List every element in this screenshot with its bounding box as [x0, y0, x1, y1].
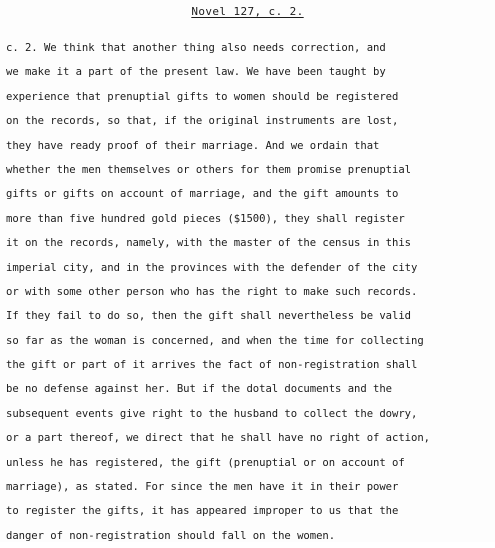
body-line: experience that prenuptial gifts to women should be registered [6, 90, 399, 103]
body-line: marriage), as stated. For since the men have it in their power [6, 481, 399, 494]
body-line: to register the gifts, it has appeared improper to us that the [6, 505, 399, 518]
body-line: or with some other person who has the right to make such records. [6, 285, 418, 298]
body-line: or a part thereof, we direct that he shall have no right of action, [6, 432, 430, 445]
body-line: we make it a part of the present law. We have been taught by [6, 66, 386, 79]
body-line: If they fail to do so, then the gift shall nevertheless be valid [6, 310, 411, 323]
body-line: whether the men themselves or others for them promise prenuptial [6, 163, 411, 176]
body-line: danger of non-registration should fall on the women. [6, 529, 336, 542]
body-line: the gift or part of it arrives the fact of non-registration shall [6, 359, 418, 372]
body-line: on the records, so that, if the original instruments are lost, [6, 115, 399, 128]
body-line: more than five hundred gold pieces ($1500), they shall register [6, 212, 405, 225]
document-title-text: Novel 127, c. 2. [191, 5, 304, 18]
body-line: be no defense against her. But if the dotal documents and the [6, 383, 393, 396]
body-line: subsequent events give right to the husband to collect the dowry, [6, 407, 418, 420]
body-line: they have ready proof of their marriage. And we ordain that [6, 139, 380, 152]
body-line: unless he has registered, the gift (prenuptial or on account of [6, 456, 405, 469]
body-line: it on the records, namely, with the master of the census in this [6, 237, 411, 250]
body-line: gifts or gifts on account of marriage, and the gift amounts to [6, 188, 399, 201]
document-title [0, 5, 495, 18]
body-line: imperial city, and in the provinces with the defender of the city [6, 261, 418, 274]
document-body [6, 36, 492, 548]
body-line: c. 2. We think that another thing also needs correction, and [6, 42, 386, 54]
body-line: so far as the woman is concerned, and when the time for collecting [6, 334, 424, 347]
